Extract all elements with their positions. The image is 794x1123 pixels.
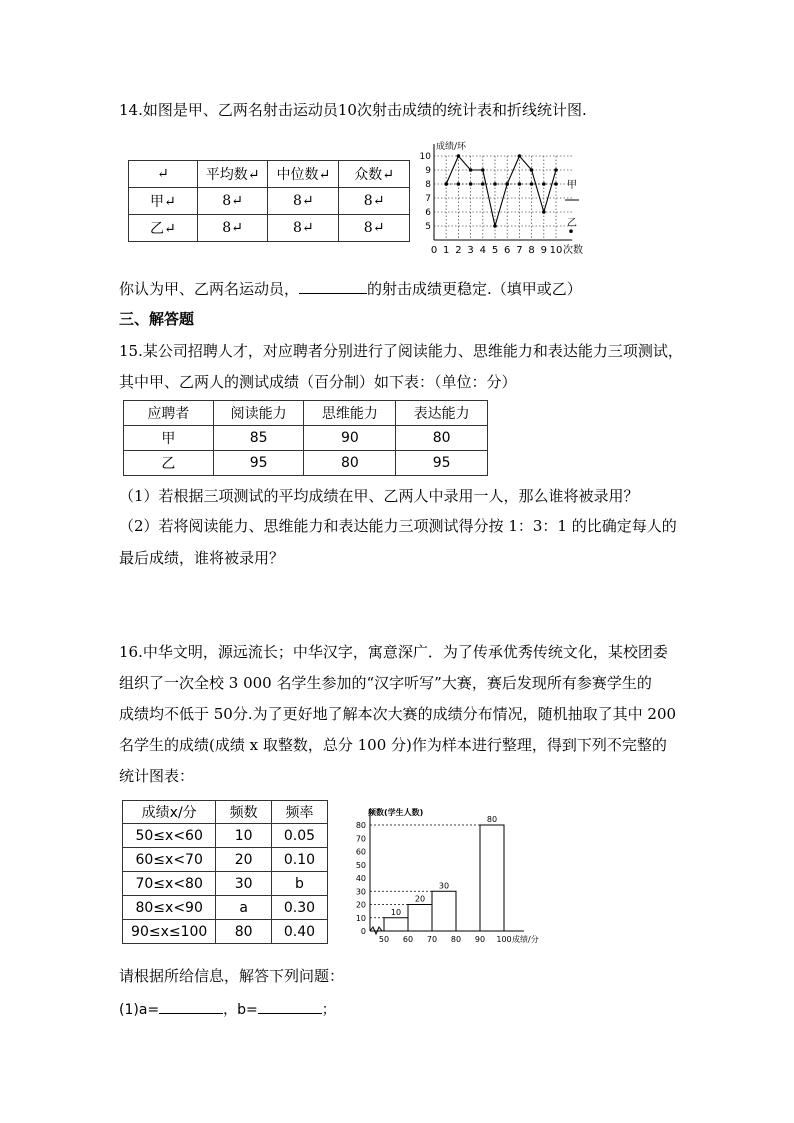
shooting-line-chart bbox=[420, 136, 590, 260]
section-title: 三、解答题 bbox=[119, 310, 195, 328]
q15-cell: 乙 bbox=[124, 451, 214, 476]
histogram-bar bbox=[432, 891, 456, 931]
q16-cell: 0.05 bbox=[271, 824, 327, 848]
x-tick-label: 8 bbox=[528, 245, 535, 256]
q14-answer-pre: 你认为甲、乙两名运动员， bbox=[119, 280, 300, 298]
q16-cell: 0.40 bbox=[271, 920, 327, 944]
q15-cell: 90 bbox=[304, 426, 396, 451]
q16-cell: b bbox=[271, 872, 327, 896]
x-tick-label: 80 bbox=[450, 935, 462, 944]
data-point-jia bbox=[481, 168, 485, 172]
data-point-jia bbox=[469, 168, 473, 172]
y-tick-label: 40 bbox=[355, 874, 366, 883]
y-tick-label: 20 bbox=[355, 900, 366, 910]
legend-swatch-yi bbox=[569, 229, 573, 233]
x-tick-label: 0 bbox=[430, 245, 438, 256]
legend-label-jia: 甲 bbox=[567, 180, 577, 191]
q16-cell: 90≤x≤100 bbox=[123, 920, 216, 944]
q15-sub-2-line-1: （2）若将阅读能力、思维能力和表达能力三项测试得分按 1：3：1 的比确定每人的 bbox=[119, 517, 677, 535]
q16-cell: 80≤x<90 bbox=[123, 896, 216, 920]
y-tick-label: 80 bbox=[355, 821, 366, 830]
x-tick-label: 10 bbox=[549, 245, 563, 256]
q15-cell: 95 bbox=[213, 451, 304, 476]
q14-text: 14.如图是甲、乙两名射击运动员10次射击成绩的统计表和折线统计图. bbox=[119, 101, 587, 119]
x-tick-label: 1 bbox=[443, 245, 450, 256]
y-tick-label: 70 bbox=[355, 834, 366, 844]
q16-line-3: 成绩均不低于 50分.为了更好地了解本次大赛的成绩分布情况，随机抽取了其中 200 bbox=[119, 705, 677, 723]
q14-cell: 8↵ bbox=[339, 215, 410, 242]
q16-a-label: (1)a= bbox=[119, 1002, 160, 1018]
q16-cell: 60≤x<70 bbox=[123, 848, 216, 872]
q16-cell: 0.10 bbox=[271, 848, 327, 872]
q14-cell: 8↵ bbox=[197, 188, 268, 215]
data-point-jia bbox=[518, 154, 522, 158]
data-point-yi bbox=[530, 182, 534, 186]
q15-cell: 80 bbox=[304, 451, 396, 476]
y-tick-label: 30 bbox=[355, 887, 366, 897]
q15-header-cell: 应聘者 bbox=[124, 401, 214, 426]
q15-score-table bbox=[123, 400, 488, 476]
q14-cell: 8↵ bbox=[268, 188, 339, 215]
q15-header-cell: 阅读能力 bbox=[213, 401, 304, 426]
data-point-yi bbox=[542, 182, 546, 186]
x-tick-label: 90 bbox=[474, 935, 486, 944]
q16-cell: 10 bbox=[216, 824, 272, 848]
q16-cell: 50≤x<60 bbox=[123, 824, 216, 848]
q16-sub1-end: ； bbox=[321, 1002, 336, 1018]
data-point-jia bbox=[554, 168, 558, 172]
y-tick-label: 9 bbox=[425, 166, 431, 176]
q16-b-blank[interactable] bbox=[258, 997, 322, 1014]
x-axis-label: 成绩/分 bbox=[512, 935, 539, 944]
q14-header-cell: 中位数↵ bbox=[268, 161, 339, 188]
data-point-yi bbox=[457, 182, 461, 186]
q14-answer-post: 的射击成绩更稳定.（填甲或乙） bbox=[367, 280, 582, 298]
histogram-bar bbox=[384, 918, 408, 931]
frequency-histogram bbox=[346, 803, 556, 948]
q16-header-cell: 成绩x/分 bbox=[123, 801, 216, 824]
data-point-jia bbox=[493, 224, 497, 228]
series-line-jia bbox=[446, 156, 556, 226]
q16-prompt: 请根据所给信息，解答下列问题： bbox=[119, 967, 345, 985]
q14-cell: 8↵ bbox=[339, 188, 410, 215]
q16-line-5: 统计图表： bbox=[119, 767, 195, 785]
q15-header-cell: 思维能力 bbox=[304, 401, 396, 426]
x-axis-label: 次数 bbox=[563, 245, 583, 256]
q15-header-cell: 表达能力 bbox=[396, 401, 488, 426]
y-tick-label: 50 bbox=[355, 860, 366, 870]
q14-cell: 8↵ bbox=[268, 215, 339, 242]
q16-line-2: 组织了一次全校 3 000 名学生参加的“汉字听写”大赛，赛后发现所有参赛学生的 bbox=[119, 674, 652, 692]
q16-cell: 0.30 bbox=[271, 896, 327, 920]
x-tick-label: 5 bbox=[491, 245, 499, 256]
x-tick-label: 3 bbox=[467, 245, 474, 256]
q15-sub-2-line-2: 最后成绩，谁将被录用？ bbox=[119, 549, 285, 567]
x-tick-label: 60 bbox=[402, 935, 414, 944]
bar-value-label: 30 bbox=[438, 881, 450, 891]
q15-cell: 85 bbox=[213, 426, 304, 451]
q14-header-cell: 众数↵ bbox=[339, 161, 410, 188]
x-tick-label: 7 bbox=[516, 245, 523, 256]
q14-header-cell: ↵ bbox=[129, 161, 198, 188]
x-tick-label: 6 bbox=[504, 245, 511, 256]
data-point-yi bbox=[518, 182, 522, 186]
q14-cell: 甲↵ bbox=[129, 188, 198, 215]
histogram-bar bbox=[408, 905, 432, 932]
q14-stats-table bbox=[128, 160, 410, 242]
q15-cell: 甲 bbox=[124, 426, 214, 451]
x-tick-label: 2 bbox=[455, 245, 462, 256]
data-point-yi bbox=[554, 182, 558, 186]
y-tick-label: 8 bbox=[425, 180, 431, 190]
q16-sub-1 bbox=[119, 997, 336, 1020]
x-tick-label: 50 bbox=[378, 935, 390, 944]
y-tick-label: 6 bbox=[425, 208, 431, 218]
q14-answer-line bbox=[119, 277, 582, 299]
y-tick-label: 10 bbox=[355, 913, 366, 923]
y-tick-label: 60 bbox=[355, 847, 366, 857]
q16-cell: a bbox=[216, 896, 272, 920]
bar-value-label: 80 bbox=[486, 815, 498, 824]
y-tick-label: 5 bbox=[425, 222, 431, 232]
bar-value-label: 20 bbox=[414, 894, 426, 904]
data-point-jia bbox=[530, 168, 534, 172]
data-point-yi bbox=[481, 182, 485, 186]
x-tick-label: 100 bbox=[496, 935, 512, 944]
q14-header-cell: 平均数↵ bbox=[197, 161, 268, 188]
y-tick-label: 0 bbox=[360, 927, 366, 936]
q16-line-4: 名学生的成绩(成绩 x 取整数，总分 100 分)作为样本进行整理，得到下列不完整的 bbox=[119, 736, 667, 754]
x-tick-label: 4 bbox=[479, 245, 486, 256]
q14-cell: 8↵ bbox=[197, 215, 268, 242]
q16-b-label: ，b= bbox=[223, 1002, 258, 1018]
histogram-bar bbox=[480, 825, 504, 931]
q15-sub-1: （1）若根据三项测试的平均成绩在甲、乙两人中录用一人，那么谁将被录用？ bbox=[119, 487, 639, 505]
y-tick-label: 7 bbox=[425, 194, 431, 204]
q16-line-1: 16.中华文明，源远流长；中华汉字，寓意深广．为了传承优秀传统文化，某校团委 bbox=[119, 643, 668, 661]
q15-cell: 80 bbox=[396, 426, 488, 451]
data-point-jia bbox=[457, 154, 461, 158]
q15-line-1: 15.某公司招聘人才，对应聘者分别进行了阅读能力、思维能力和表达能力三项测试， bbox=[119, 342, 683, 360]
q16-cell: 20 bbox=[216, 848, 272, 872]
q16-a-blank[interactable] bbox=[159, 997, 223, 1014]
y-axis-label: 频数(学生人数) bbox=[368, 808, 424, 817]
q16-header-cell: 频率 bbox=[271, 801, 327, 824]
data-point-jia bbox=[444, 182, 448, 186]
q16-cell: 80 bbox=[216, 920, 272, 944]
data-point-yi bbox=[493, 182, 497, 186]
q14-cell: 乙↵ bbox=[129, 215, 198, 242]
q15-line-2: 其中甲、乙两人的测试成绩（百分制）如下表：（单位：分） bbox=[119, 373, 517, 391]
y-axis-label: 成绩/环 bbox=[436, 142, 467, 152]
data-point-jia bbox=[542, 210, 546, 214]
q16-header-cell: 频数 bbox=[216, 801, 272, 824]
q16-frequency-table bbox=[122, 800, 328, 944]
x-tick-label: 9 bbox=[540, 245, 547, 256]
q16-cell: 70≤x<80 bbox=[123, 872, 216, 896]
q14-answer-blank[interactable] bbox=[299, 277, 367, 294]
data-point-yi bbox=[469, 182, 473, 186]
q15-cell: 95 bbox=[396, 451, 488, 476]
x-tick-label: 70 bbox=[426, 935, 438, 944]
legend-label-yi: 乙 bbox=[567, 217, 577, 229]
data-point-jia bbox=[505, 182, 509, 186]
q16-cell: 30 bbox=[216, 872, 272, 896]
y-tick-label: 10 bbox=[420, 152, 431, 162]
bar-value-label: 10 bbox=[390, 907, 402, 917]
